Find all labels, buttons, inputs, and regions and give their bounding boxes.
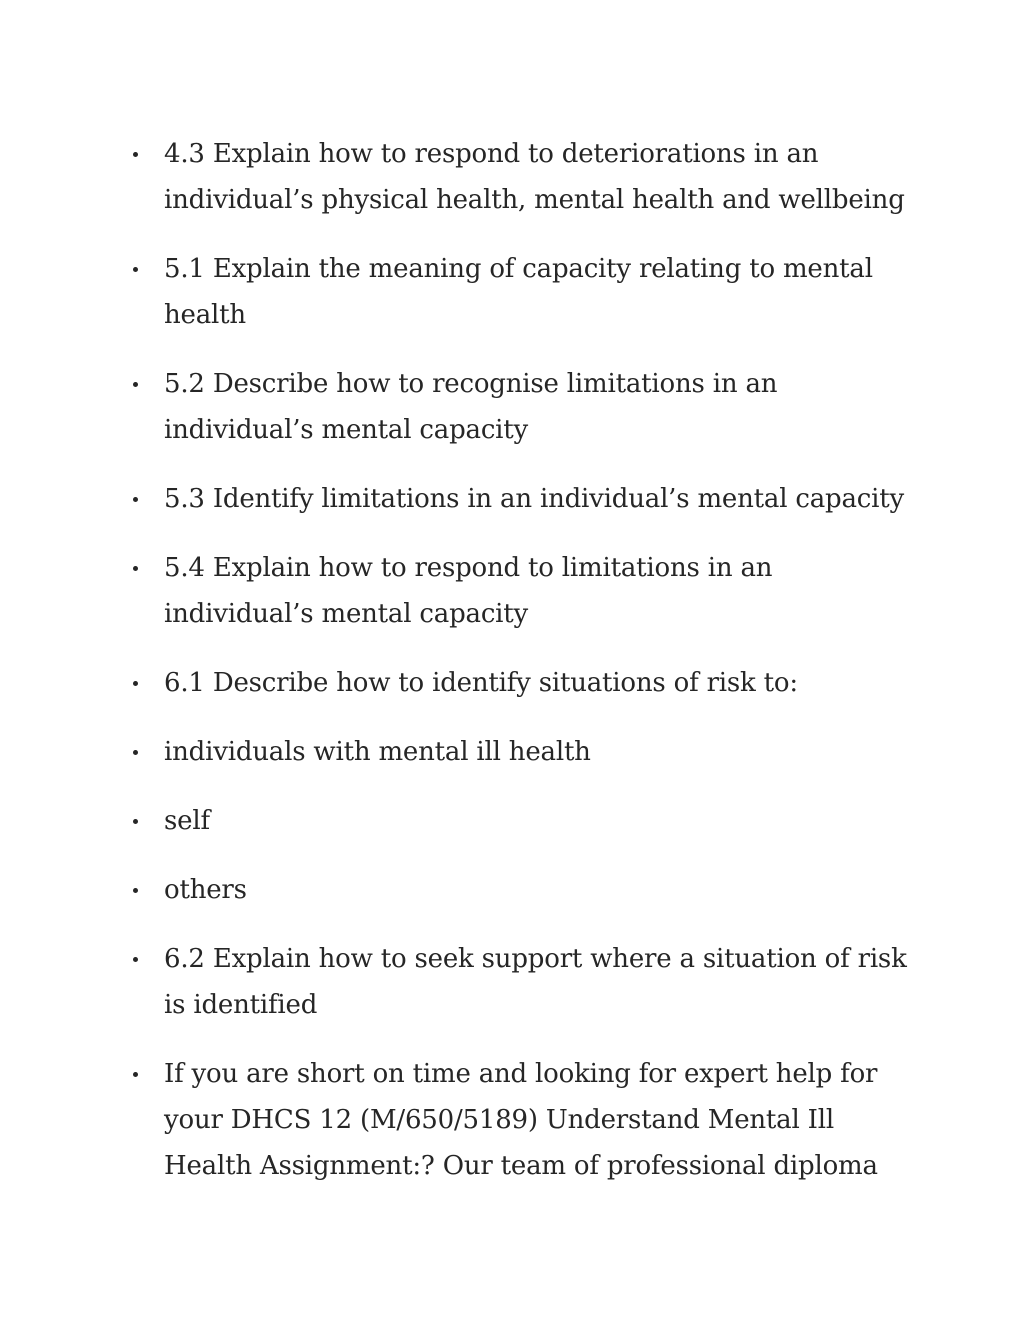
list-item [130, 729, 910, 775]
list-item-text: 4.3 Explain how to respond to deteriorations in an individual’s physical health, mental health and wellbeing [164, 139, 905, 215]
list-item-text: individuals with mental ill health [164, 737, 591, 767]
list-item [130, 476, 910, 522]
list-item [130, 545, 910, 637]
list-item [130, 798, 910, 844]
list-item-text: 5.2 Describe how to recognise limitations in an individual’s mental capacity [164, 369, 778, 445]
list-item-text: 5.3 Identify limitations in an individual’s mental capacity [164, 484, 904, 514]
list-item-text: self [164, 806, 210, 836]
list-item [130, 936, 910, 1028]
list-item-text: 6.2 Explain how to seek support where a situation of risk is identified [164, 944, 907, 1020]
list-item [130, 660, 910, 706]
list-item-text: 5.1 Explain the meaning of capacity relating to mental health [164, 254, 873, 330]
list-item [130, 131, 910, 223]
list-item [130, 1051, 910, 1189]
criteria-bullet-list [130, 131, 910, 1212]
list-item-text: 6.1 Describe how to identify situations of risk to: [164, 668, 798, 698]
list-item [130, 867, 910, 913]
list-item-text: 5.4 Explain how to respond to limitations in an individual’s mental capacity [164, 553, 773, 629]
list-item-text: If you are short on time and looking for expert help for your DHCS 12 (M/650/5189) Understand Mental Ill Health Assignment:? Our team of professional diploma [164, 1059, 878, 1181]
list-item [130, 361, 910, 453]
list-item [130, 246, 910, 338]
list-item-text: others [164, 875, 247, 905]
